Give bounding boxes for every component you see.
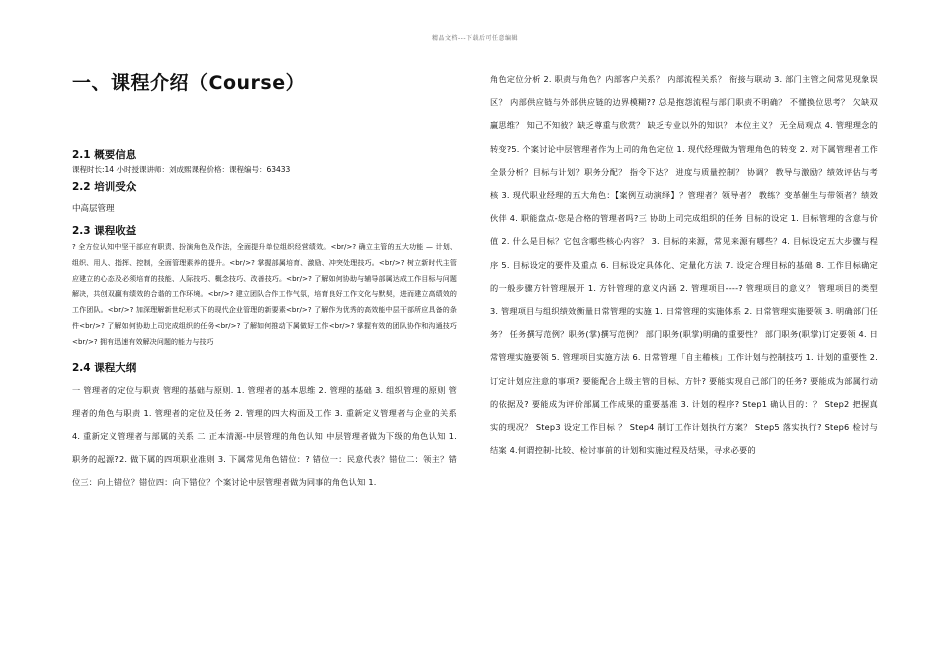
header-watermark: 精品文档---下载后可任意编辑 (432, 35, 518, 42)
right-column-text: 角色定位分析 2. 职责与角色？内部客户关系？ 内部流程关系？ 衔接与联动 3. 部门主管之间常见现象误区？ 内部供应链与外部供应链的边界模糊?? 总是抱怨流程与部门职责不明确？ 不懂换位思考？ 欠缺双赢思维？ 知己不知彼？缺乏尊重与欣赏？ 缺乏专业以外的知识？ 本位主义？ 无全局观点 4. 管理理念的转变?5. 个案讨论中层管理者作为上司的角色定位 1. 现代经理做为管理角色的转变 2. 对下属管理者工作全景分析？目标与计划？职务分配？ 指令下达？ 进度与质量控制？ 协调？ 教导与激励？绩效评估与考核 3. 现代职业经理的五大角色：【案例互动演绎】？管理者？领导者？ 教练？变革催生与带领者？绩效伙伴 4. 职能盘点-您是合格的管理者吗?三 协助上司完成组织的任务 目标的设定 1. 目标管理的含意与价值 2. 什么是目标？它包含哪些核心内容？ 3. 目标的来源，常见来源有哪些？4. 目标设定五大步骤与程序 5. 目标设定的要件及重点 6. 目标设定具体化、定量化方法 7. 设定合理目标的基础 8. 工作目标确定的一般步骤方针管理展开 1. 方针管理的意义内涵 2. 管理项目----? 管理项目的意义？ 管理项目的类型 3. 管理项目与组织绩效衡量日常管理的实施 1. 日常管理的实施体系 2. 日常管理实施要领 3. 明确部门任务？ 任务撰写范例？职务(掌)撰写范例？ 部门职务(职掌)明确的重要性？ 部门职务(职掌)订定要领 4. 日常管理实施要领 5. 管理项目实施方法 6. 日常管理「自主稽核」工作计划与控制技巧 1. 计划的重要性 2. 订定计划应注意的事项? 要能配合上级主管的目标、方针? 要能实现自己部门的任务? 要能成为部属行动的依据及? 要能成为评价部属工作成果的重要基准 3. 计划的程序? Step1 确认目的：？ Step2 把握真实的现况？ Step3 设定工作目标 ？ Step4 制订工作计划执行方案？ Step5 落实执行? Step6 检讨与结案 4.何谓控制-比较、检讨事前的计划和实施过程及结果，寻求必要的 (490, 74, 878, 456)
section-2-2-text: 中高层管理 (72, 204, 115, 214)
section-2-1-text: 课程时长:14 小时授课讲师：刘成熙课程价格：课程编号：63433 (72, 165, 291, 174)
section-2-3-heading: 2.3 课程收益 (72, 225, 137, 237)
section-2-2-heading: 2.2 培训受众 (72, 181, 137, 193)
section-2-3-text: ? 全方位认知中坚干部应有职责、扮演角色及作法，全面提升单位组织经营绩效。<br/>? 确立主管的五大功能 — 计划、组织、用人、指挥、控制，全面管理素养的提升。<br/>? 掌握部属培育、激励、冲突处理技巧。<br/>? 树立新时代主管应建立的心态及必须培育的技能、人际技巧、概念技巧、改善技巧。<br/>? 了解如何协助与辅导部属达成工作目标与问题解决，共创双赢有绩效的合谐的工作环境。<br/>? 建立团队合作工作气氛，培育良好工作文化与默契，进而建立高绩效的工作团队。<br/>? 加深理解新世纪形式下的现代企业管理的新要素<br/>? 了解作为优秀的高效能中层干部所应具备的条件<br/>? 了解如何协助上司完成组织的任务<br/>? 了解如何推动下属做好工作<br/>? 掌握有效的团队协作和沟通技巧<br/>? 拥有迅速有效解决问题的能力与技巧 (72, 243, 457, 346)
section-2-1-heading: 2.1 概要信息 (72, 149, 137, 161)
section-2-4-text: 一 管理者的定位与职责 管理的基础与原则. 1. 管理者的基本思维 2. 管理的基础 3. 组织管理的原则 管理者的角色与职责 1. 管理者的定位及任务 2. 管理的四大构面及工作 3. 重新定义管理者与企业的关系 4. 重新定义管理者与部属的关系 二 正本清源-中层管理的角色认知 中层管理者做为下级的角色认知 1. 职务的起源?2. 做下属的四项职业准则 3. 下属常见角色错位：? 错位一：民意代表？错位二：领主？错位三：向上错位？错位四：向下错位？个案讨论中层管理者做为同事的角色认知 1. (72, 384, 457, 487)
section-2-4-heading: 2.4 课程大纲 (72, 361, 137, 374)
right-column (490, 68, 878, 462)
left-column (72, 68, 457, 494)
page-title: 一、课程介绍（Course） (72, 72, 306, 94)
